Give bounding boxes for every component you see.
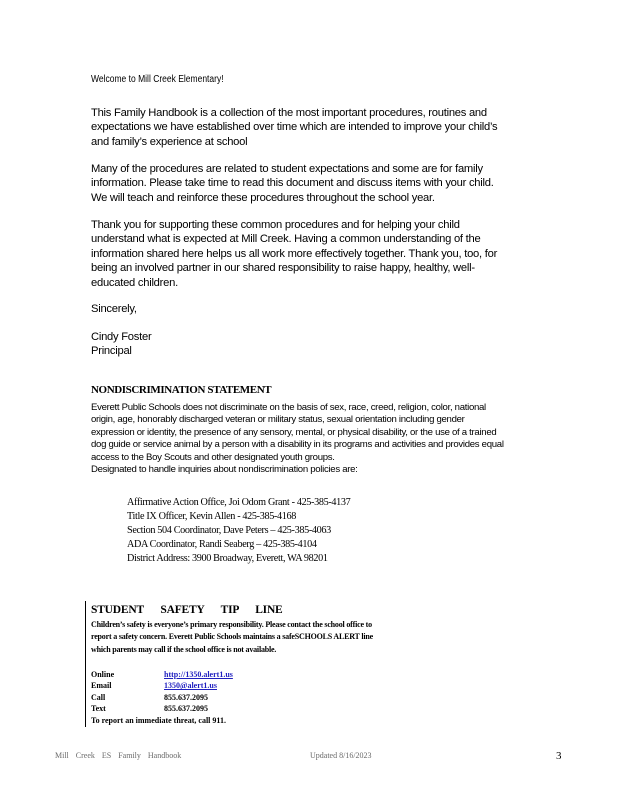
safety-row-text: Text 855.637.2095 <box>91 704 208 714</box>
contact-line: Title IX Officer, Kevin Allen - 425-385-4168 <box>127 510 296 522</box>
nondiscrimination-contacts <box>127 496 350 566</box>
signature-name: Cindy Foster <box>91 331 152 343</box>
safety-title: STUDENT SAFETY TIP LINE <box>91 604 283 616</box>
contact-line: ADA Coordinator, Randi Seaberg – 425-385-4104 <box>127 538 317 550</box>
nondiscrimination-heading: NONDISCRIMINATION STATEMENT <box>91 384 272 396</box>
closing: Sincerely, <box>91 303 137 315</box>
contact-line: Section 504 Coordinator, Dave Peters – 425-385-4063 <box>127 524 331 536</box>
emergency-line: To report an immediate threat, call 911. <box>91 715 226 725</box>
footer-updated-date: Updated 8/16/2023 <box>310 751 372 760</box>
intro-paragraph-2: Many of the procedures are related to student expectations and some are for family information. Please take time to read this document and discuss items with your child. We will teach and reinforce these procedures throughout the school year. <box>91 163 494 204</box>
nondiscrimination-statement: Everett Public Schools does not discriminate on the basis of sex, race, creed, religion, color, national origin, age, honorably discharged veteran or military status, sexual orientation including gender expression or identity, the presence of any sensory, mental, or physical disability, or the use of a trained dog guide or service animal by a person with a disability in its programs and activities and provides equal access to the Boy Scouts and other designated youth groups. Designated to handle inquiries about nondiscrimination policies are: <box>91 402 504 476</box>
online-link[interactable]: http://1350.alert1.us <box>164 669 233 679</box>
safety-row-call: Call 855.637.2095 <box>91 692 208 702</box>
signature-title: Principal <box>91 345 132 357</box>
page-number: 3 <box>556 750 562 762</box>
contact-line: District Address: 3900 Broadway, Everett, WA 98201 <box>127 552 328 564</box>
safety-tip-line-section: STUDENT SAFETY TIP LINE Children’s safety is everyone’s primary responsibility. Please contact the school office to report a safety concern. Everett Public Schools maintains a safeSCHOOLS ALERT line which parents may call if the school office is not available. Online http://1350.alert1.us Email 1350@alert1.us Call 855.637.2095 Text 855.637.2095 To report an immediate threat, call 911. <box>91 604 551 726</box>
intro-paragraph-3: Thank you for supporting these common procedures and for helping your child understand what is expected at Mill Creek. Having a common understanding of the information shared here helps us all work more effectively together. Thank you, too, for being an involved partner in our shared responsibility to raise happy, healthy, well- educated children. <box>91 219 498 289</box>
intro-paragraph-1: This Family Handbook is a collection of the most important procedures, routines and expectations we have established over time which are intended to improve your child’s and family’s experience at school <box>91 107 498 148</box>
contact-line: Affirmative Action Office, Joi Odom Grant - 425-385-4137 <box>127 497 351 508</box>
email-link[interactable]: 1350@alert1.us <box>164 681 217 691</box>
safety-row-online: Online http://1350.alert1.us <box>91 669 233 679</box>
safety-row-email: Email 1350@alert1.us <box>91 681 217 691</box>
welcome-heading: Welcome to Mill Creek Elementary! <box>91 74 224 85</box>
safety-box-border <box>85 601 86 727</box>
footer-handbook-title: Mill Creek ES Family Handbook <box>55 751 182 760</box>
